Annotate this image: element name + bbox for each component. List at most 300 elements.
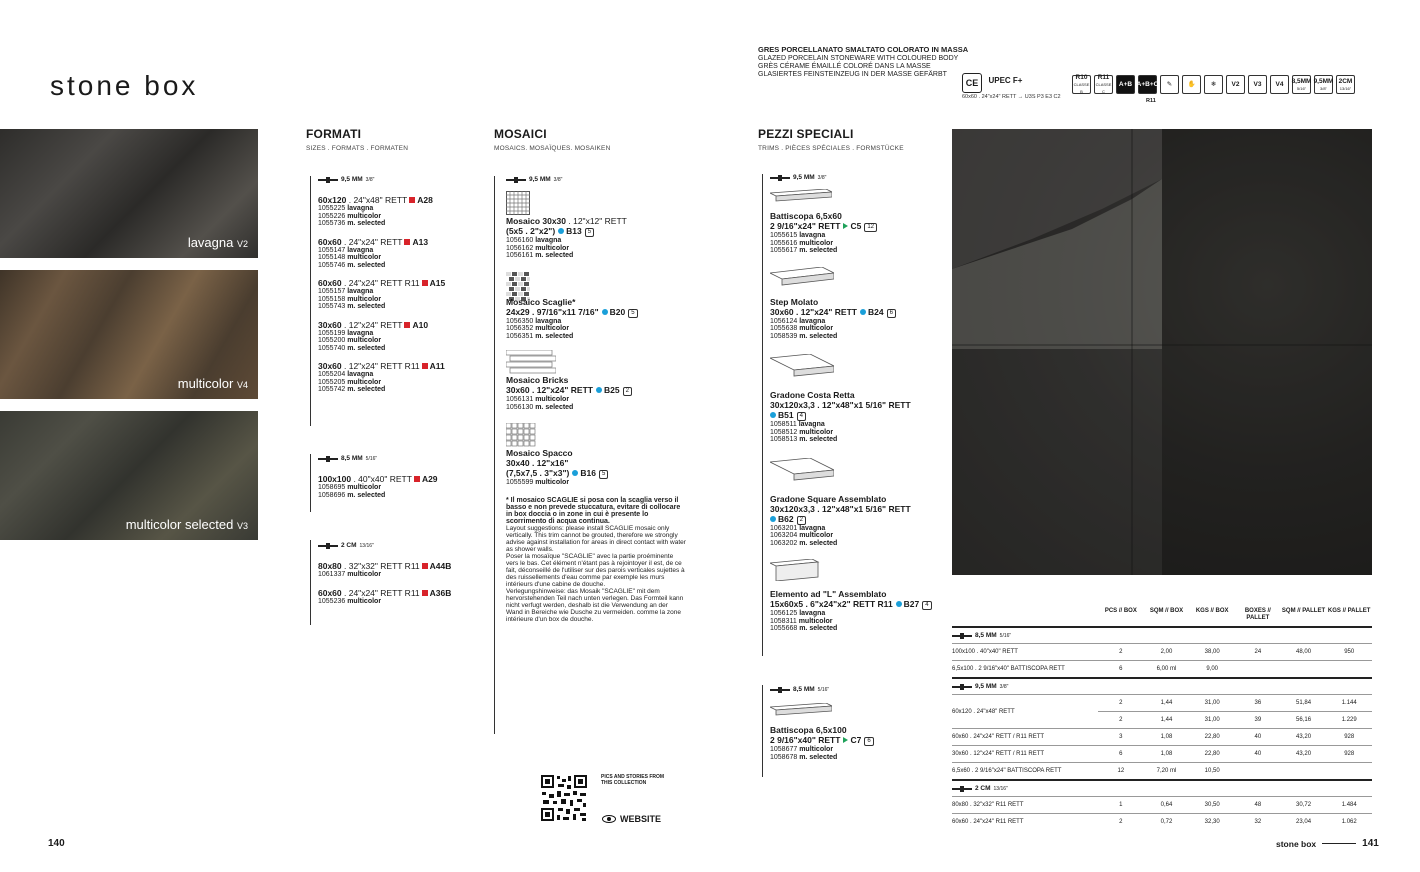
divider: [762, 685, 763, 777]
mosaic-size-text: 30x60 . 12"x24" RETT: [506, 385, 593, 395]
material-description: [758, 46, 968, 79]
article-code: 1055599: [506, 479, 536, 486]
article-codes: [506, 237, 686, 260]
thickness-mm: 9,5 MM: [793, 174, 815, 181]
article-code-row: [318, 220, 478, 228]
tech-icon-top: A+B+C: [1136, 81, 1159, 88]
table-cell: 1,44: [1160, 717, 1173, 723]
article-code: 1055736: [318, 220, 348, 227]
trim-name: Step Molato: [770, 296, 819, 307]
article-code: 1058695: [318, 484, 348, 491]
format-size: 60x60: [318, 278, 342, 288]
trim-size-text: 15x60x5 . 6"x24"x2" RETT R11: [770, 599, 893, 609]
article-color: multicolor: [798, 617, 833, 625]
trim-ref-line: [770, 410, 940, 421]
article-code-row: [506, 404, 686, 412]
mosaic-size-text: (7,5x7,5 . 3"x3"): [506, 468, 570, 478]
table-cell: 1.062: [1341, 819, 1357, 825]
article-code: 1058678: [770, 753, 800, 761]
tech-icon-top: 9,5MM: [1313, 77, 1334, 85]
article-codes: [318, 330, 478, 353]
format-heading: [318, 237, 478, 247]
article-code-row: [318, 337, 478, 345]
table-row-values: [1098, 661, 1372, 677]
table-row-values: [1098, 729, 1372, 745]
spacco-mosaic-icon: [506, 423, 528, 445]
article-code-row: [770, 746, 940, 754]
table-row-values: [1098, 644, 1372, 660]
upec-label: UPEC F+: [988, 76, 1023, 85]
article-color: multicolor: [799, 746, 834, 753]
table-row-values: [1098, 695, 1372, 728]
table-row-label: 80x80 . 32"x32" R11 RETT: [952, 802, 1024, 808]
swatch-multicolor-selected: [0, 411, 258, 540]
swatch-label: lavagna V2: [187, 235, 248, 250]
trim-size: [770, 400, 940, 410]
article-codes: [318, 205, 478, 228]
table-cell: 3: [1119, 734, 1123, 740]
article-code: 1055236: [318, 597, 348, 605]
tech-icon-top: R10: [1075, 74, 1088, 81]
tech-icon-top: R11: [1097, 74, 1110, 81]
format-desc: . 24"x48" RETT: [346, 195, 408, 205]
thickness-icon: [952, 684, 972, 690]
table-cell: 38,00: [1204, 649, 1220, 655]
eye-icon: [602, 815, 616, 823]
formati-group-2cm: [318, 542, 478, 605]
mosaic-size: [506, 385, 686, 396]
table-column-header: KGS // BOX: [1195, 608, 1229, 614]
red-square-icon: [422, 590, 428, 596]
article-color: multicolor: [347, 378, 382, 386]
article-code: 1058677: [770, 746, 800, 753]
article-code: 1056160: [506, 237, 536, 244]
article-code-row: [770, 232, 940, 240]
article-code: 1063204: [770, 532, 800, 539]
mosaic-heading: [506, 448, 686, 458]
page-number-left: 140: [48, 838, 65, 849]
tech-icon-text: [1339, 78, 1353, 92]
table-column-header: SQM // PALLET: [1281, 608, 1326, 614]
table-row: [952, 796, 1372, 813]
article-color: lavagna: [799, 524, 826, 532]
article-code: 1056162: [506, 244, 536, 252]
format-ref: A29: [421, 474, 438, 484]
thickness-mm: 8,5 MM: [975, 632, 997, 639]
footer-right: [1276, 838, 1379, 849]
ambience-photo: [952, 129, 1372, 575]
table-cell: 2,00: [1160, 649, 1173, 655]
ce-logo-icon: CE: [962, 73, 982, 93]
article-code: 1055157: [318, 288, 348, 295]
page-number-right: 141: [1362, 838, 1379, 849]
tech-icon-top: V3: [1253, 81, 1262, 88]
tech-icon-text: [1073, 74, 1090, 95]
divider: [310, 176, 311, 426]
table-section-header: [952, 628, 1372, 643]
grid-mosaic-icon: [506, 191, 528, 213]
table-cell: 0,72: [1160, 819, 1173, 825]
article-code: 1055743: [318, 303, 348, 310]
article-codes: [506, 479, 686, 487]
table-cell: 1,08: [1160, 751, 1173, 757]
table-cell: 7,20 ml: [1156, 768, 1177, 774]
article-code: 1063201: [770, 524, 800, 532]
scaglie-note: [506, 497, 686, 623]
table-row: [952, 762, 1372, 779]
thickness-inch: 3/8": [817, 174, 827, 181]
pezzi-title: PEZZI SPECIALI: [758, 127, 854, 141]
formati-column: [306, 127, 476, 152]
trim-drawing-icon: [770, 354, 940, 387]
tech-icon: [1138, 75, 1157, 94]
tech-icon-bottom: CLASSE C: [1095, 82, 1112, 94]
article-code-row: [318, 371, 478, 379]
trim-drawing-icon: [770, 458, 940, 491]
tech-icon-bottom: 13/16": [1339, 85, 1352, 91]
article-code-row: [506, 325, 686, 333]
thickness-mm: 8,5 MM: [793, 686, 815, 693]
note-en: Layout suggestions: please install SCAGLIE mosaic only vertically. This trim cannot be grouted, therefore we strongly advise against installation for areas in direct contact with water as shower walls.: [506, 524, 686, 553]
tech-icon-text: [1119, 81, 1132, 88]
tech-icon-text: [1254, 81, 1262, 88]
article-codes: [318, 571, 478, 579]
table-cell: 0,64: [1160, 802, 1173, 808]
format-heading: [318, 474, 478, 484]
mosaic-name: Mosaico Spacco: [506, 448, 573, 458]
tech-icon: [1182, 75, 1201, 94]
thickness-mm: 9,5 MM: [975, 683, 997, 690]
format-desc: . 12"x24" RETT: [341, 319, 403, 330]
thickness-icon: [318, 456, 338, 462]
trim-size: [770, 735, 940, 746]
thickness-label: [318, 542, 478, 549]
tech-icon: [1292, 75, 1311, 94]
article-color: multicolor: [347, 212, 382, 220]
article-color: multicolor: [347, 571, 382, 578]
table-section-header: [952, 779, 1372, 796]
r11-under-label: R11: [1146, 98, 1156, 104]
tech-icon-text: [1167, 81, 1172, 88]
article-code: 1055746: [318, 261, 348, 269]
trim-heading: [770, 297, 940, 307]
table-column-header: SQM // BOX: [1149, 608, 1184, 614]
tech-icon-top: V4: [1275, 81, 1284, 88]
article-color: m. selected: [535, 332, 574, 340]
article-color: multicolor: [535, 244, 570, 252]
article-color: m. selected: [535, 403, 574, 411]
article-codes: [770, 610, 940, 633]
website-link[interactable]: [602, 814, 661, 824]
pieces-per-box: 4: [922, 601, 931, 610]
divider: [494, 176, 495, 734]
article-color: m. selected: [799, 332, 838, 340]
table-cell: 6: [1119, 666, 1123, 672]
material-en: GLAZED PORCELAIN STONEWARE WITH COLOURED BODY: [758, 55, 959, 62]
mosaic-name: Mosaico Bricks: [506, 375, 569, 385]
article-code-row: [318, 205, 478, 213]
table-row-label: 100x100 . 40"x40" RETT: [952, 649, 1018, 655]
blue-dot-icon: [602, 309, 608, 315]
trim-ref: B27: [903, 599, 920, 609]
table-cell: 2: [1119, 649, 1123, 655]
pieces-per-box: 2: [623, 387, 632, 396]
note-fr: Poser la mosaïque "SCAGLIE" avec la partie proéminente vers le bas. Cet élément n'étant pas à rejointoyer il est, de ce fait, déconseillé de l'utiliser sur des parois verticales sujettes à des ruissellements d'eau comme par exemple les murs intérieurs d'une cabine de douche.: [506, 552, 685, 588]
table-row-values: [1098, 797, 1372, 813]
article-code-row: [506, 318, 686, 326]
article-code: 1055740: [318, 344, 348, 352]
table-column-header: PCS // BOX: [1104, 608, 1137, 614]
thickness-mm: 2 CM: [975, 785, 991, 792]
mosaic-heading: [506, 216, 686, 226]
article-code-row: [506, 396, 686, 404]
tech-icon-top: 8,5MM: [1291, 77, 1312, 85]
article-color: m. selected: [347, 491, 386, 499]
trim-drawing-icon: [770, 703, 940, 722]
table-cell: 928: [1344, 734, 1355, 740]
footer-brand: stone box: [1276, 838, 1317, 849]
table-row-values: [1098, 814, 1372, 830]
tech-icon-text: [1232, 81, 1240, 88]
tech-icon-text: [1314, 78, 1334, 92]
table-value-row: [1098, 797, 1372, 813]
article-color: m. selected: [347, 261, 386, 269]
table-cell: 43,20: [1296, 734, 1312, 740]
blue-dot-icon: [860, 309, 866, 315]
pieces-per-box: 6: [864, 737, 873, 746]
trim-ref: B62: [778, 513, 794, 524]
trim-heading: [770, 494, 940, 504]
article-code: 1058539: [770, 332, 800, 340]
bricks-mosaic-icon: [506, 350, 528, 372]
trim-drawing-icon: [770, 267, 940, 294]
table-row-label: 60x60 . 24"x24" R11 RETT: [952, 819, 1024, 825]
red-square-icon: [404, 322, 410, 328]
tech-icon: [1248, 75, 1267, 94]
trim-size-text: 30x120x3,3 . 12"x48"x1 5/16" RETT: [770, 503, 911, 514]
article-color: multicolor: [799, 325, 834, 332]
trim-size: [770, 599, 940, 610]
tech-icon-text: [1187, 81, 1195, 88]
table-value-row: [1098, 763, 1372, 779]
table-cell: 10,50: [1204, 768, 1220, 774]
tech-icon: [1072, 75, 1091, 94]
tech-icon: [1116, 75, 1135, 94]
thickness-icon: [952, 786, 972, 792]
table-cell: 24: [1254, 649, 1262, 655]
thickness-mm: 9,5 MM: [341, 176, 363, 183]
tech-icon-text: [1211, 81, 1216, 88]
formati-group-8-5mm: [318, 455, 478, 499]
table-column-header: KGS // PALLET: [1327, 608, 1371, 614]
table-value-row: [1098, 711, 1372, 728]
article-code: 1055617: [770, 247, 800, 254]
mosaic-desc: . 12"x12" RETT: [566, 216, 627, 226]
article-color: m. selected: [347, 344, 386, 352]
article-code-row: [770, 754, 940, 762]
blue-dot-icon: [770, 412, 776, 418]
mosaic-size-text: 30x40 . 12"x16": [506, 458, 569, 468]
article-color: lavagna: [799, 317, 826, 325]
mosaici-subtitle: MOSAICS. MOSAÏQUES. MOSAIKEN: [494, 145, 611, 152]
table-cell: 32,30: [1204, 819, 1220, 825]
thickness-label: [506, 176, 686, 183]
pezzi-subtitle: TRIMS . PIÈCES SPÉCIALES . FORMSTÜCKE: [758, 145, 904, 152]
red-square-icon: [422, 563, 428, 569]
pieces-per-box: 5: [585, 228, 594, 237]
table-cell: 32: [1254, 819, 1262, 825]
green-arrow-icon: [843, 223, 848, 229]
thickness-icon: [318, 177, 338, 183]
format-size: 100x100: [318, 474, 352, 484]
table-section-header: [952, 677, 1372, 694]
table-cell: 1: [1119, 802, 1123, 808]
article-code: 1058696: [318, 491, 348, 499]
formati-group-9-5mm: [318, 176, 478, 394]
tech-icon-top: 2CM: [1338, 77, 1353, 85]
article-code-row: [318, 262, 478, 270]
qr-code-icon[interactable]: [540, 774, 588, 822]
red-square-icon: [414, 476, 420, 482]
upec-sub: 60x60 . 24"x24" RETT → U3S P3 E3 C2: [962, 94, 1061, 100]
thickness-inch: 3/8": [553, 176, 563, 183]
tech-icon: [1094, 75, 1113, 94]
divider: [762, 174, 763, 656]
tech-icon: [1226, 75, 1245, 94]
format-desc: . 24"x24" RETT R11: [341, 278, 420, 288]
article-code: 1055204: [318, 371, 348, 378]
article-code: 1056125: [770, 610, 800, 617]
table-cell: 2: [1119, 717, 1123, 723]
material-it: GRES PORCELLANATO SMALTATO COLORATO IN MASSA: [758, 45, 969, 54]
format-heading: [318, 588, 478, 598]
red-square-icon: [409, 197, 415, 203]
table-header: [952, 608, 1372, 626]
red-square-icon: [422, 363, 428, 369]
table-row-label: 60x120 . 24"x48" RETT: [952, 708, 1015, 715]
article-code-row: [506, 252, 686, 260]
thickness-inch: 13/16": [359, 542, 374, 549]
red-square-icon: [422, 280, 428, 286]
article-code: 1055742: [318, 386, 348, 393]
tech-icon-bottom: 3/8": [1320, 85, 1327, 91]
thickness-inch: 5/16": [817, 686, 830, 693]
article-code-row: [318, 330, 478, 338]
article-code: 1055158: [318, 295, 348, 303]
table-cell: 22,80: [1204, 734, 1220, 740]
trim-name: Battiscopa 6,5x60: [770, 211, 842, 221]
table-cell: 2: [1119, 819, 1123, 825]
table-value-row: [1098, 695, 1372, 711]
table-cell: 1.229: [1341, 717, 1357, 723]
table-value-row: [1098, 661, 1372, 677]
tech-icon-text: [1095, 74, 1112, 95]
scaglie-mosaic-icon: [506, 272, 528, 294]
table-row-label: 6,5x60 . 2 9/16"x24" BATTISCOPA RETT: [952, 768, 1062, 774]
table-row-label: 30x60 . 12"x24" RETT / R11 RETT: [952, 751, 1045, 757]
mosaic-size-text: (5x5 . 2"x2"): [506, 226, 556, 236]
trim-heading: [770, 589, 940, 599]
article-codes: [318, 484, 478, 499]
format-size: 60x120: [318, 195, 347, 205]
blue-dot-icon: [770, 516, 776, 522]
article-code-row: [318, 484, 478, 492]
trim-size-text: 2 9/16"x24" RETT: [770, 221, 841, 231]
table-cell: 48,00: [1296, 649, 1312, 655]
article-color: lavagna: [347, 246, 374, 254]
article-code-row: [318, 303, 478, 311]
pezzi-column: [758, 127, 948, 152]
pezzi-group-9-5mm: [770, 174, 940, 633]
article-color: m. selected: [347, 303, 386, 310]
article-color: lavagna: [347, 205, 374, 212]
thickness-label: [318, 176, 478, 183]
table-cell: 1.484: [1341, 802, 1357, 808]
format-heading: [318, 320, 478, 330]
swatch-lavagna: [0, 129, 258, 258]
swatch-label: multicolor selected V3: [125, 517, 248, 532]
trim-name: Gradone Square Assemblato: [770, 493, 887, 504]
mosaici-title: MOSAICI: [494, 127, 547, 141]
table-cell: 51,84: [1296, 700, 1312, 706]
table-cell: 30,50: [1204, 802, 1220, 808]
format-heading: [318, 561, 478, 571]
table-cell: 36: [1254, 700, 1262, 706]
footer-rule: [1322, 843, 1356, 844]
blue-dot-icon: [896, 601, 902, 607]
format-desc: . 24"x24" RETT: [341, 236, 403, 247]
table-cell: 30,72: [1296, 802, 1312, 808]
mosaic-ref: B20: [609, 306, 626, 317]
mosaic-size: [506, 307, 686, 318]
article-code-row: [770, 318, 940, 326]
article-code: 1055638: [770, 325, 800, 332]
table-cell: 39: [1254, 717, 1262, 723]
technical-icons: [1072, 75, 1355, 94]
trim-size: [770, 504, 940, 514]
trim-drawing-icon: [770, 189, 940, 208]
format-ref: A28: [417, 195, 433, 205]
tech-icon-top: ❄: [1210, 81, 1217, 88]
article-codes: [506, 318, 686, 341]
trim-heading: [770, 390, 940, 400]
thickness-inch: 5/16": [999, 632, 1012, 639]
table-row: [952, 813, 1372, 830]
article-code-row: [770, 333, 940, 341]
tech-icon-bottom: CLASSE B: [1073, 82, 1090, 94]
article-code: 1056130: [506, 403, 536, 411]
thickness-label: [318, 455, 478, 462]
article-color: lavagna: [535, 237, 562, 244]
thickness-inch: 3/8": [999, 683, 1009, 690]
article-code: 1055668: [770, 625, 800, 632]
article-code-row: [770, 429, 940, 437]
format-desc: . 32"x32" RETT R11: [341, 561, 420, 571]
tech-icon: [1270, 75, 1289, 94]
article-code-row: [318, 379, 478, 387]
divider: [310, 540, 311, 625]
article-code-row: [506, 333, 686, 341]
article-code-row: [318, 386, 478, 394]
trim-name: Battiscopa 6,5x100: [770, 725, 847, 735]
table-cell: 950: [1344, 649, 1355, 655]
article-color: lavagna: [347, 329, 374, 337]
tech-icon-text: [1292, 78, 1312, 92]
article-color: m. selected: [347, 386, 386, 393]
mosaic-name: Mosaico 30x30: [506, 216, 567, 226]
table-row-values: [1098, 763, 1372, 779]
article-code-row: [318, 345, 478, 353]
